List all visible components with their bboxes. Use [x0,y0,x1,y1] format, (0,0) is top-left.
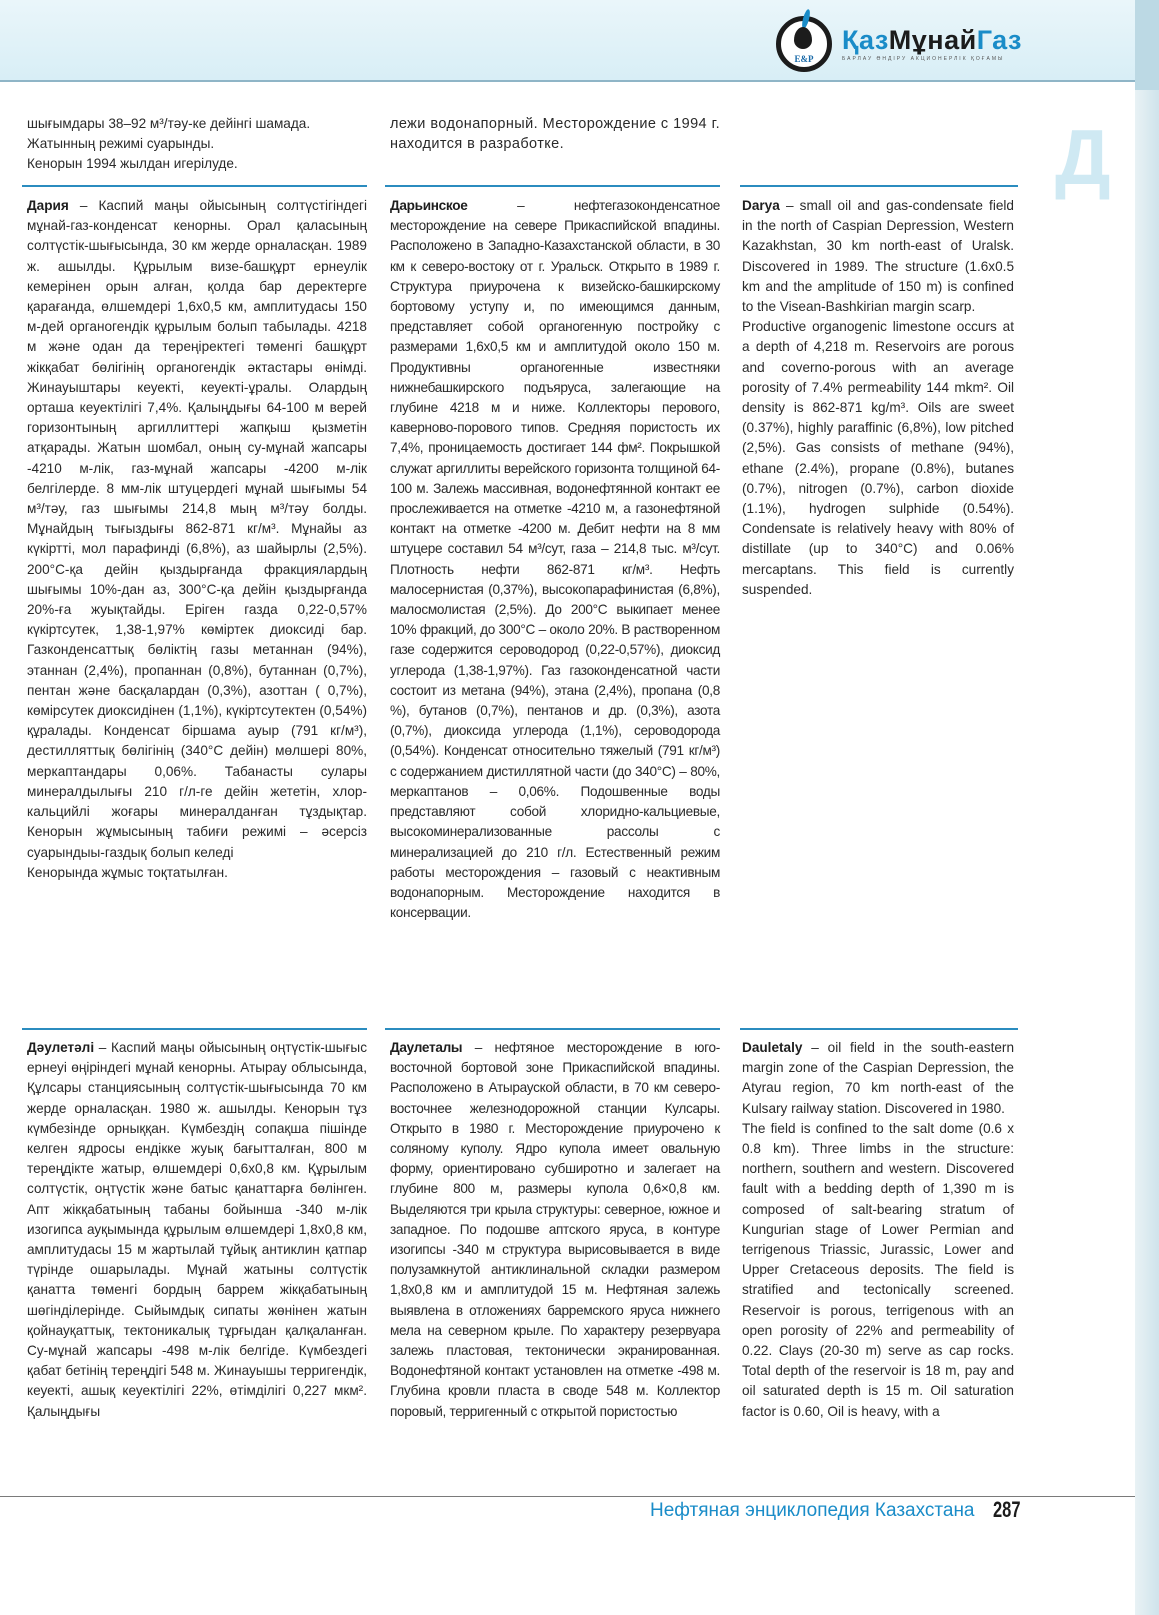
entry-kazakh-dariya: Дария – Каспий маңы ойысының солтүстігіндегі мұнай-газ-конденсат кенорны. Орал қаласының солтүстік-шығысында, 30 км жерде орналасқан. 1989 ж. ашылды. Құрылым визе-башқұрт ернеулік кемерінен орын алған, қолда бар деректерге қарағанда, өлшемдері 1,6x0,5 км, амплитудасы 150 м-дей органогендік құрылым болып табылады. 4218 м және одан да тереңіректегі төменгі башқұрт жікқабат бөлігінің органогендік әктастары өнімді. Жинауыштары кеуекті, кеуекті-ұралы. Олардың орташа кеуектілігі 7,4%. Қалыңдығы 64-100 м верей горизонтының аргиллиттері жапқыш қызметін атқарады. Жатын шомбал, оның су-мұнай жапсары -4210 м-лік, газ-мұнай жапсары -4200 м-лік белгілерде. 8 мм-лік штуцердегі мұнай шығымы 54 м³/тәу, газ шығымы 214,8 мың м³/тәу болды. Мұнайдың тығыздығы 862-871 кг/м³. Мұнайы аз күкіртті, мол парафинді (6,8%), аз шайырлы (2,5%). 200°С-қа дейін қыздырғанда фракциялардың шығымы 10%-дан аз, 300°С-қа дейін қыздырғанда 20%-ға жуықтайды. Еріген газда 0,22-0,57% күкіртсутек, 1,38-1,97% көміртек диоксиді бар. Газконденсаттық бөліктің газы метаннан (94%), этаннан (2,4%), пропаннан (0,8%), бутаннан (0,7%), пентан және басқалардан (0,3%), азоттан ( 0,7%), көмірсутек диоксидінен (1,1%), күкіртсутектен (0,54%) құралады. Конденсат біршама ауыр (791 кг/м³), дестилляттық бөлігінің (340°С дейін) мөлшері 80%, меркаптандары 0,06%. Табанасты сулары минералдылығы 210 г/л-ге дейін жететін, хлор-кальцийлі жоғары минералданған тұздықтар. Кенорын жұмысының табиғи режимі – әсерсіз суарындыы-газдық болып келеді Кенорында жұмыс тоқтатылған. [27,198,367,880]
entry-term: Dauletaly [742,1040,803,1055]
entry-term: Даулеталы [390,1040,463,1055]
entry-russian-dauletaly: Даулеталы – нефтяное месторождение в юго-восточной бортовой зоне Прикаспийской впадины. Расположено в Атырауской области, в 70 км северо-восточнее железнодорожной станции Кулсары. Открыто в 1980 г. Месторождение приурочено к соляному куполу. Ядро купола имеет овальную форму, ориентировано субширотно и залегает на глубине 800 м, размеры купола 0,6×0,8 км. Выделяются три крыла структуры: северное, южное и западное. По подошве аптского яруса, в контуре изогипсы -340 м структура вырисовывается в виде полузамкнутой антиклинальной складки размером 1,8x0,8 км и амплитудой 15 м. Нефтяная залежь выявлена в отложениях барремского яруса нижнего мела на северном крыле. По характеру резервуара залежь пластовая, тектонически экранированная. Водонефтяной контакт установлен на отметке -498 м. Глубина кровли пласта в своде 548 м. Коллектор поровый, терригенный с открытой пористостью [390,1040,720,1419]
section-letter-marker: Д [1055,113,1111,201]
entry-kazakh-dauletali: Дәулетәлі – Каспий маңы ойысының оңтүстік-шығыс ернеуі өңіріндегі мұнай кенорны. Атырау облысында, Құлсары станциясының солтүстік-шығысында 70 км жерде орналасқан. 1980 ж. ашылды. Кенорын тұз күмбезінде орныққан. Күмбездің сопақша пішінде келген ядросы ендікке жуық бағытталған, 800 м тереңдікте жатыр, өлшемдері 0,6x0,8 км. Құрылым солтүстік, оңтүстік және батыс қанаттарға бөлінген. Апт жікқабатының табаны бойынша -340 м-лік изогипса ауқымында құрылым өлшемдері 1,8x0,8 км, амплитудасы 15 м жартылай тұйық антиклин қатпар түрінде ошарылады. Мұнай жатыны солтүстік қанатта төменгі бордың баррем жікқабатының шөгінділерінде. Сыйымдық сипаты жөнінен жатын қойнауқаттық, тектоникалық тұрғыдан қалқаланған. Су-мұнай жапсары -498 м-лік белгіде. Күмбездегі қабат бетінің тереңдігі 548 м. Жинауышы терригендік, кеуекті, ашық кеуектілігі 22%, өтімділігі 0,227 мкм². Қалыңдығы [27,1040,367,1419]
company-name: ҚазМұнайГаз [842,25,1022,55]
entry-divider [22,1028,367,1030]
entry-divider [385,185,720,187]
entry-english-dauletaly: Dauletaly – oil field in the south-eastern margin zone of the Caspian Depression, the Atyrau region, 70 km north-east of the Kulsary railway station. Discovered in 1980. The field is confined to the salt dome (0.6 x 0.8 km). Three limbs in the structure: northern, southern and western. Discovered fault with a bedding depth of 1,390 m is composed of salt-bearing stratum of Kungurian stage of Lower Permian and terrigenous Triassic, Jurassic, Lower and Upper Cretaceous deposits. The field is stratified and tectonically screened. Reservoir is porous, terrigenous with an open porosity of 22% and permeability of 0.22. Clays (20-30 m) serve as cap rocks. Total depth of the reservoir is 18 m, pay and oil saturated depth is 15 m. Oil saturation factor is 0.60, Oil is heavy, with a [742,1040,1014,1419]
entry-divider [740,1028,1018,1030]
entry-term: Darya [742,198,780,213]
page-number: 287 [993,1497,1021,1522]
book-title: Нефтяная энциклопедия Казахстана [650,1500,975,1521]
page-edge-strip [1135,0,1159,1615]
entry-term: Дәулетәлі [27,1040,95,1055]
entry-divider [385,1028,720,1030]
kazakh-continuation: шығымдары 38–92 м³/тәу-ке дейінгі шамада. Жатынның режимі суарынды. Кенорын 1994 жылдан игерілуде. [27,116,311,172]
header-divider [0,80,1135,82]
entry-term: Дария [27,198,69,213]
footer-divider [0,1496,1135,1497]
oil-drop-logo-icon: E&P [776,16,832,72]
entry-divider [22,185,367,187]
entry-english-darya: Darya – small oil and gas-condensate field in the north of Caspian Depression, Western Kazakhstan, 30 km north-east of Uralsk. Discovered in 1989. The structure (1.6x0.5 km and the amplitude of 150 m) is confined to the Visean-Bashkirian margin scarp. Productive organogenic limestone occurs at a depth of 4,218 m. Reservoirs are porous and coverno-porous with an average porosity of 7.4% permeability 144 mkm². Oil density is 862-871 kg/m³. Oils are sweet (0.37%), highly paraffinic (6,8%), low pitched (2,5%). Gas consists of methane (94%), ethane (2.4%), propane (0.8%), butanes (0.7%), nitrogen (0.7%), carbon dioxide (1.1%), hydrogen sulphide (0.54%). Condensate is relatively heavy with 80% of distillate (up to 340°C) and 0.06% mercaptans. This field is currently suspended. [742,198,1014,597]
russian-continuation: лежи водонапорный. Месторождение с 1994 г. находится в разработке. [390,116,720,153]
entry-russian-darinskoe: Дарьинское – нефтегазоконденсатное месторождение на севере Прикаспийской впадины. Расположено в Западно-Казахстанской области, в 30 км к северо-востоку от г. Уральск. Открыто в 1989 г. Структура приурочена к визейско-башкирскому бортовому уступу и, по имеющимся данным, представляет собой органогенную постройку с размерами 1,6x0,5 км и амплитудой около 150 м. Продуктивны органогенные известняки нижнебашкирского подъяруса, залегающие на глубине 4218 м и ниже. Коллекторы перового, каверново-порового типов. Средняя пористость их 7,4%, проницаемость достигает 144 фм². Покрышкой служат аргиллиты верейского горизонта толщиной 64-100 м. Залежь массивная, водонефтянной контакт ее прослеживается на отметке -4210 м, а газонефтяной контакт на отметке -4200 м. Дебит нефти на 8 мм штуцере составил 54 м³/сут, газа – 214,8 тыс. м³/сут. Плотность нефти 862-871 кг/м³. Нефть малосернистая (0,37%), высокопарафинистая (6,8%), малосмолистая (2,5%). До 200°С выкипает менее 10% фракций, до 300°С – около 20%. В растворенном газе содержится сероводород (0,22-0,57%), диоксид углерода (1,38-1,97%). Газ газоконденсатной части состоит из метана (94%), этана (2,4%), пропана (0,8 %), бутанов (0,7%), пентанов и др. (0,3%), азота (0,7%), диоксида углерода (1,1%), сероводорода (0,54%). Конденсат относительно тяжелый (791 кг/м³) с содержанием дистиллятной части (до 340°С) – 80%, меркаптанов – 0,06%. Подошвенные воды представляют собой хлоридно-кальциевые, высокоминерализованные рассолы с минерализацией до 210 г/л. Естественный режим работы месторождения – газовый с неактивным водонапорным. Месторождение находится в консервации. [390,198,720,921]
company-subtitle: БАРЛАУ ӨНДІРУ АКЦИОНЕРЛІК ҚОҒАМЫ [842,56,1005,62]
entry-term: Дарьинское [390,198,468,213]
entry-divider [740,185,1018,187]
kazmunaigas-logo [776,16,1022,72]
